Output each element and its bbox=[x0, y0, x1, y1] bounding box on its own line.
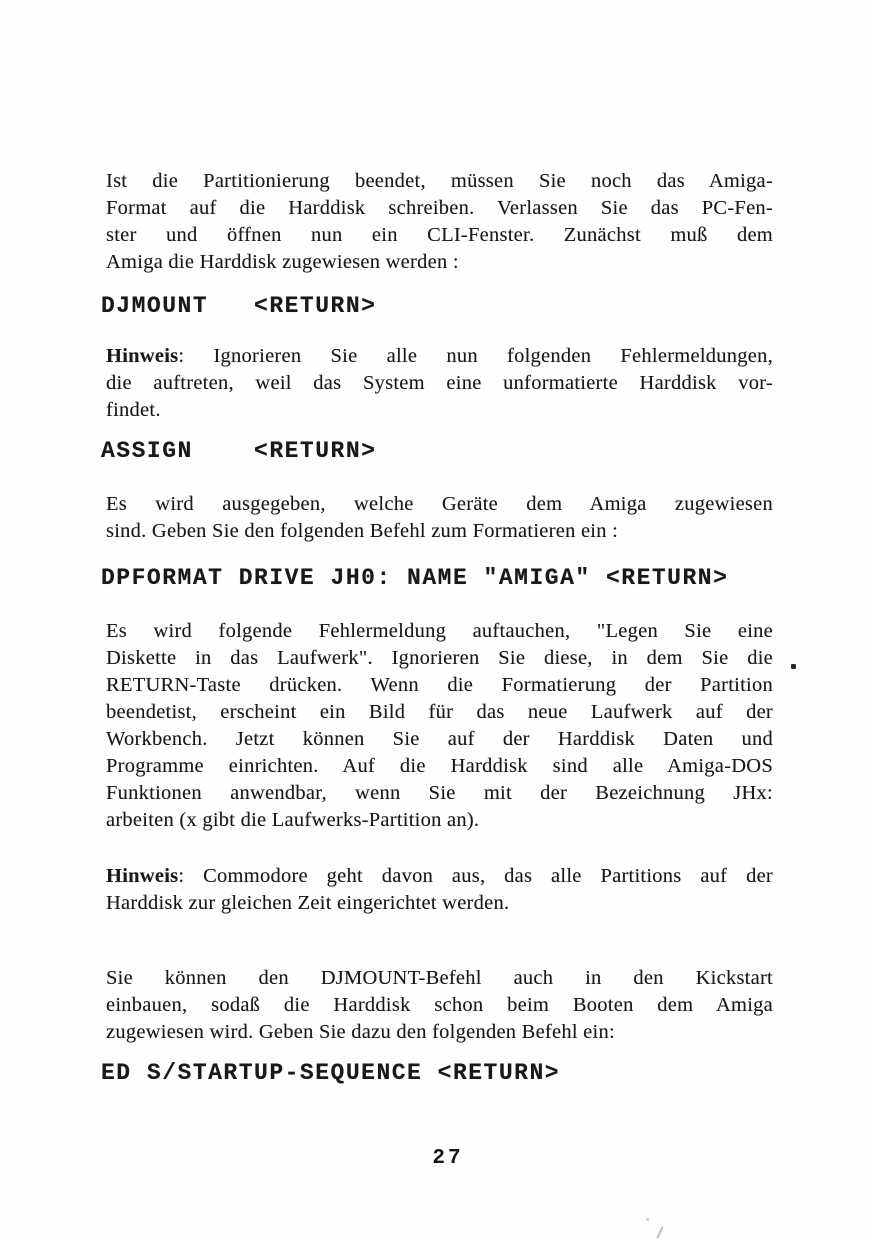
paragraph bbox=[101, 168, 773, 276]
command-line: DPFORMAT DRIVE JH0: NAME "AMIGA" <RETURN> bbox=[101, 565, 729, 591]
paragraph bbox=[101, 491, 773, 545]
command-line: ASSIGN <RETURN> bbox=[101, 438, 377, 464]
paragraph bbox=[101, 343, 773, 424]
command-line: ED S/STARTUP-SEQUENCE <RETURN> bbox=[101, 1060, 561, 1086]
text-line bbox=[106, 1019, 773, 1046]
text-segment: Programme einrichten. Auf die Harddisk sind alle Amiga-DOS bbox=[106, 755, 773, 777]
text-segment: Es wird ausgegeben, welche Geräte dem Amiga zugewiesen bbox=[106, 493, 773, 515]
text-line bbox=[106, 672, 773, 699]
text-segment: Workbench. Jetzt können Sie auf der Harddisk Daten und bbox=[106, 728, 773, 750]
text-segment: Es wird folgende Fehlermeldung auftauchen, "Legen Sie eine bbox=[106, 620, 773, 642]
scan-artifact-scratch bbox=[656, 1226, 663, 1239]
text-line bbox=[106, 890, 773, 917]
command-line: DJMOUNT <RETURN> bbox=[101, 293, 377, 319]
text-line bbox=[106, 343, 773, 370]
paragraph bbox=[101, 618, 773, 834]
text-segment: Harddisk zur gleichen Zeit eingerichtet werden. bbox=[106, 892, 510, 914]
text-line bbox=[106, 992, 773, 1019]
text-line bbox=[106, 370, 773, 397]
note-label: Hinweis bbox=[106, 345, 179, 367]
text-segment: Amiga die Harddisk zugewiesen werden : bbox=[106, 251, 459, 273]
text-segment: Ist die Partitionierung beendet, müssen Sie noch das Amiga- bbox=[106, 170, 773, 192]
text-segment: sind. Geben Sie den folgenden Befehl zum Formatieren ein : bbox=[106, 520, 619, 542]
text-segment: : Ignorieren Sie alle nun folgenden Fehlermeldungen, bbox=[178, 345, 773, 367]
text-segment: RETURN-Taste drücken. Wenn die Formatierung der Partition bbox=[106, 674, 773, 696]
text-segment: beendetist, erscheint ein Bild für das neue Laufwerk auf der bbox=[106, 701, 773, 723]
text-line bbox=[106, 645, 773, 672]
text-segment: zugewiesen wird. Geben Sie dazu den folgenden Befehl ein: bbox=[106, 1021, 615, 1043]
text-segment: : Commodore geht davon aus, das alle Partitions auf der bbox=[178, 865, 773, 887]
scan-artifact-dot bbox=[791, 664, 796, 669]
text-line bbox=[106, 618, 773, 645]
text-line bbox=[106, 518, 773, 545]
text-line bbox=[106, 807, 773, 834]
text-line bbox=[106, 222, 773, 249]
paragraph bbox=[101, 863, 773, 917]
text-column bbox=[101, 0, 773, 1087]
text-line bbox=[106, 397, 773, 424]
text-line bbox=[106, 195, 773, 222]
text-line bbox=[106, 863, 773, 890]
paragraph bbox=[101, 965, 773, 1046]
text-segment: Funktionen anwendbar, wenn Sie mit der Bezeichnung JHx: bbox=[106, 782, 773, 804]
text-line bbox=[106, 965, 773, 992]
text-segment: einbauen, sodaß die Harddisk schon beim Booten dem Amiga bbox=[106, 994, 773, 1016]
text-segment: Sie können den DJMOUNT-Befehl auch in den Kickstart bbox=[106, 967, 773, 989]
text-line bbox=[106, 168, 773, 195]
scan-artifact-speck bbox=[646, 1218, 649, 1221]
text-segment: Diskette in das Laufwerk". Ignorieren Sie diese, in dem Sie die bbox=[106, 647, 773, 669]
text-segment: Format auf die Harddisk schreiben. Verlassen Sie das PC-Fen- bbox=[106, 197, 773, 219]
note-label: Hinweis bbox=[106, 865, 179, 887]
text-line bbox=[106, 780, 773, 807]
text-segment: ster und öffnen nun ein CLI-Fenster. Zunächst muß dem bbox=[106, 224, 773, 246]
text-line bbox=[106, 726, 773, 753]
text-line bbox=[106, 699, 773, 726]
text-line bbox=[106, 491, 773, 518]
text-segment: arbeiten (x gibt die Laufwerks-Partition an). bbox=[106, 809, 480, 831]
text-line bbox=[106, 753, 773, 780]
text-segment: findet. bbox=[106, 399, 161, 421]
text-segment: die auftreten, weil das System eine unformatierte Harddisk vor- bbox=[106, 372, 773, 394]
page-number: 27 bbox=[432, 1147, 464, 1170]
text-line bbox=[106, 249, 773, 276]
